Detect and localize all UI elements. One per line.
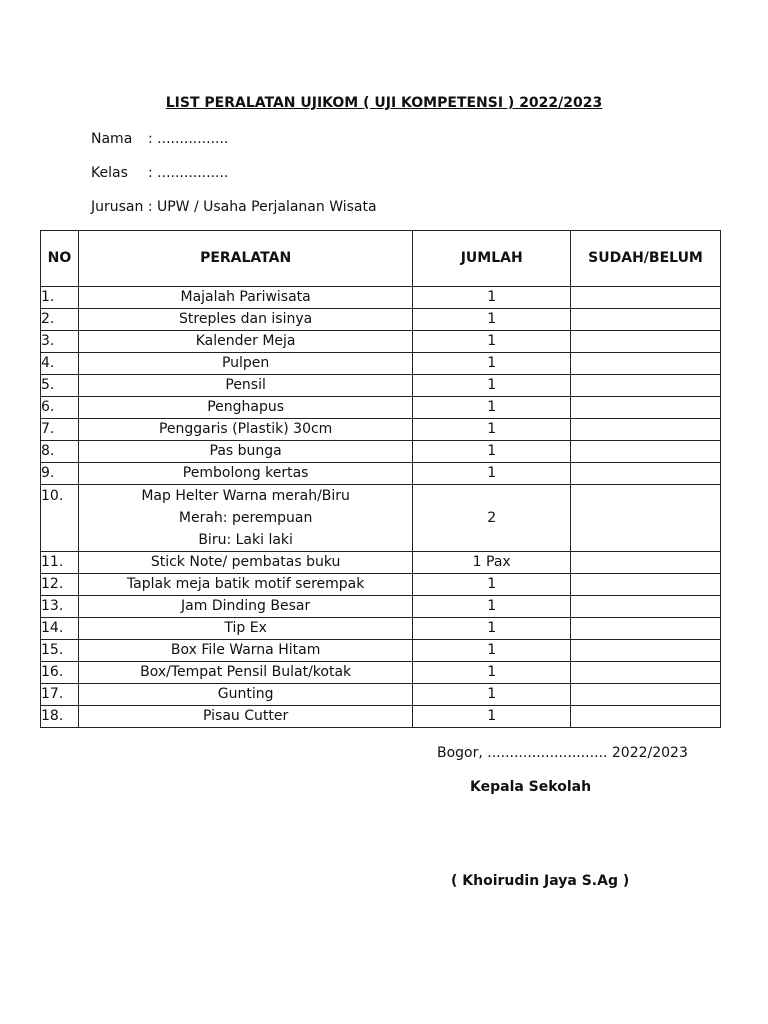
equipment-table [40,230,721,728]
row-qty: 1 [413,574,571,596]
row-qty: 1 [413,662,571,684]
row-qty: 1 [413,596,571,618]
row-status-cell [571,309,721,331]
row-status-cell [571,574,721,596]
row-item: Gunting [78,684,412,706]
table-row [41,309,721,331]
row-item: Pas bunga [78,441,412,463]
table-row [41,485,721,552]
row-qty: 1 [413,287,571,309]
row-status-cell [571,375,721,397]
row-no: 1. [41,287,79,309]
row-no: 16. [41,662,79,684]
row-no: 17. [41,684,79,706]
row-item: Penggaris (Plastik) 30cm [78,419,412,441]
row-item: Streples dan isinya [78,309,412,331]
table-row [41,640,721,662]
row-status-cell [571,331,721,353]
row-item: Jam Dinding Besar [78,596,412,618]
row-qty: 1 [413,353,571,375]
row-status-cell [571,596,721,618]
place-date: Bogor, ........................... 2022/2023 [437,745,688,761]
row-status-cell [571,618,721,640]
row-item [78,485,412,552]
table-row [41,552,721,574]
kelas-line [91,165,228,181]
row-item: Pulpen [78,353,412,375]
table-row [41,441,721,463]
table-row [41,287,721,309]
header-jumlah: JUMLAH [413,231,571,287]
row-status-cell [571,662,721,684]
row-qty: 1 [413,397,571,419]
row-status-cell [571,640,721,662]
row-no: 7. [41,419,79,441]
row-status-cell [571,706,721,728]
table-row [41,419,721,441]
row-no: 18. [41,706,79,728]
row-item: Stick Note/ pembatas buku [78,552,412,574]
row-no: 13. [41,596,79,618]
table-row [41,618,721,640]
row-qty: 1 [413,706,571,728]
row-no: 4. [41,353,79,375]
row-no: 15. [41,640,79,662]
nama-line [91,131,228,147]
row-no: 2. [41,309,79,331]
row-qty: 1 [413,441,571,463]
jurusan-line: Jurusan : UPW / Usaha Perjalanan Wisata [91,199,377,215]
table-row [41,596,721,618]
nama-value: : ................ [148,131,229,147]
signer-name: ( Khoirudin Jaya S.Ag ) [451,873,630,889]
header-peralatan: PERALATAN [78,231,412,287]
row-no: 5. [41,375,79,397]
row-no: 6. [41,397,79,419]
row-no: 3. [41,331,79,353]
row-status-cell [571,552,721,574]
row-status-cell [571,485,721,552]
row-qty: 1 [413,309,571,331]
table-row [41,706,721,728]
row-qty: 1 [413,684,571,706]
row-status-cell [571,441,721,463]
header-sudah-belum: SUDAH/BELUM [571,231,721,287]
signer-role: Kepala Sekolah [470,779,592,795]
row-status-cell [571,397,721,419]
table-row [41,574,721,596]
row-item-line: Map Helter Warna merah/Biru [141,488,350,504]
kelas-label: Kelas [91,165,128,181]
row-no: 8. [41,441,79,463]
nama-label: Nama [91,131,133,147]
row-status-cell [571,419,721,441]
row-item: Pembolong kertas [78,463,412,485]
row-no: 11. [41,552,79,574]
document-title: LIST PERALATAN UJIKOM ( UJI KOMPETENSI ) 2022/2023 [165,95,603,111]
row-no: 14. [41,618,79,640]
row-qty: 1 Pax [413,552,571,574]
row-item: Penghapus [78,397,412,419]
row-status-cell [571,684,721,706]
row-item: Tip Ex [78,618,412,640]
table-header-row [41,231,721,287]
table-row [41,463,721,485]
row-status-cell [571,353,721,375]
row-qty: 1 [413,618,571,640]
row-no: 10. [41,485,79,552]
row-status-cell [571,463,721,485]
header-no: NO [41,231,79,287]
row-qty: 2 [413,485,571,552]
row-qty: 1 [413,463,571,485]
row-item: Majalah Pariwisata [78,287,412,309]
row-item: Taplak meja batik motif serempak [78,574,412,596]
table-row [41,331,721,353]
row-qty: 1 [413,375,571,397]
table-row [41,375,721,397]
row-item-line: Biru: Laki laki [198,532,293,548]
row-item: Pensil [78,375,412,397]
kelas-value: : ................ [148,165,229,181]
table-row [41,662,721,684]
table-row [41,684,721,706]
row-item-line: Merah: perempuan [178,510,313,526]
row-no: 12. [41,574,79,596]
row-item: Pisau Cutter [78,706,412,728]
row-qty: 1 [413,640,571,662]
row-item: Kalender Meja [78,331,412,353]
row-status-cell [571,287,721,309]
table-row [41,397,721,419]
row-no: 9. [41,463,79,485]
table-row [41,353,721,375]
row-qty: 1 [413,419,571,441]
row-item: Box/Tempat Pensil Bulat/kotak [78,662,412,684]
row-item: Box File Warna Hitam [78,640,412,662]
row-qty: 1 [413,331,571,353]
